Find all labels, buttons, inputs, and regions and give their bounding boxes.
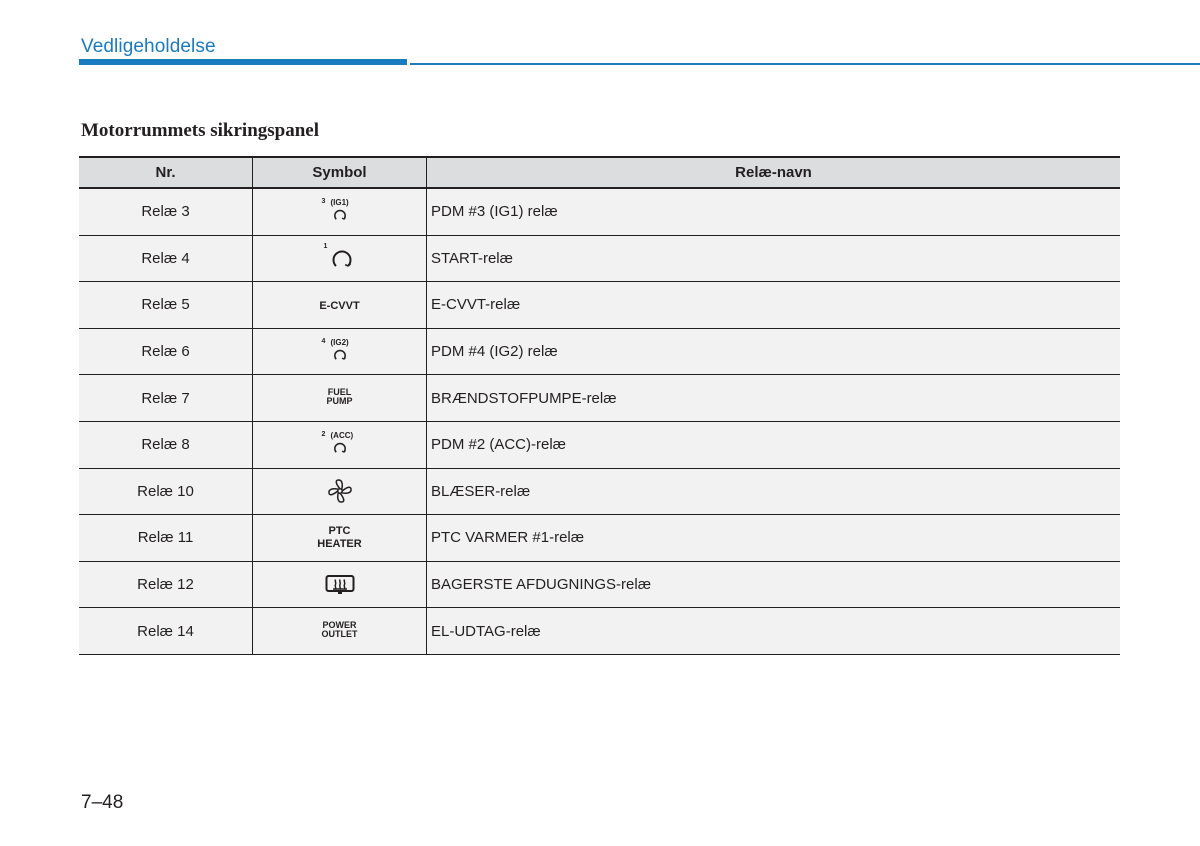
relay-name: PDM #3 (IG1) relæ xyxy=(427,188,1121,235)
relay-symbol xyxy=(253,282,427,329)
relay-symbol xyxy=(253,328,427,375)
relay-name: BLÆSER-relæ xyxy=(427,468,1121,515)
start-arrow-icon xyxy=(331,247,353,269)
relay-number: Relæ 3 xyxy=(79,188,253,235)
ignition-arrow-icon xyxy=(333,440,347,454)
rear-defrost-icon xyxy=(325,574,355,596)
relay-symbol xyxy=(253,188,427,235)
symbol-number: 4 xyxy=(321,337,326,345)
symbol-number: 1 xyxy=(323,243,328,251)
table-row xyxy=(79,468,1120,515)
table-row xyxy=(79,188,1120,235)
page-number: 7–48 xyxy=(81,792,124,813)
table-row xyxy=(79,328,1120,375)
table-row xyxy=(79,235,1120,282)
relay-name: START-relæ xyxy=(427,235,1121,282)
relay-symbol xyxy=(253,515,427,562)
relay-number: Relæ 8 xyxy=(79,421,253,468)
symbol-text xyxy=(322,621,358,639)
column-header-nr: Nr. xyxy=(79,157,253,188)
relay-symbol xyxy=(253,421,427,468)
section-title: Vedligeholdelse xyxy=(81,36,216,57)
relay-number: Relæ 6 xyxy=(79,328,253,375)
symbol-line-1: PTC xyxy=(328,524,351,537)
symbol-number: 3 xyxy=(321,197,326,205)
header-rule-thin xyxy=(410,63,1200,65)
symbol-number: 2 xyxy=(321,430,326,438)
start-symbol xyxy=(318,241,362,271)
relay-name: PDM #2 (ACC)-relæ xyxy=(427,421,1121,468)
table-row xyxy=(79,515,1120,562)
relay-name: BRÆNDSTOFPUMPE-relæ xyxy=(427,375,1121,422)
symbol-line-2: PUMP xyxy=(326,396,353,407)
relay-number: Relæ 12 xyxy=(79,561,253,608)
relay-symbol xyxy=(253,608,427,655)
column-header-relay-name: Relæ-navn xyxy=(427,157,1121,188)
relay-number: Relæ 11 xyxy=(79,515,253,562)
relay-name: PTC VARMER #1-relæ xyxy=(427,515,1121,562)
ignition-symbol xyxy=(318,429,362,457)
ignition-symbol xyxy=(318,336,362,364)
relay-symbol xyxy=(253,375,427,422)
ignition-arrow-icon xyxy=(333,347,347,361)
symbol-text xyxy=(326,388,352,406)
relay-table xyxy=(79,156,1120,655)
table-row xyxy=(79,608,1120,655)
relay-symbol xyxy=(253,235,427,282)
table-row xyxy=(79,375,1120,422)
symbol-label: (ACC) xyxy=(330,430,354,440)
relay-number: Relæ 4 xyxy=(79,235,253,282)
symbol-text: E-CVVT xyxy=(319,300,360,313)
symbol-line-1: FUEL xyxy=(327,387,352,398)
relay-number: Relæ 7 xyxy=(79,375,253,422)
table-row xyxy=(79,421,1120,468)
symbol-line-2: OUTLET xyxy=(321,629,358,640)
relay-name: E-CVVT-relæ xyxy=(427,282,1121,329)
relay-number: Relæ 14 xyxy=(79,608,253,655)
symbol-label: (IG1) xyxy=(330,197,349,207)
ignition-symbol xyxy=(318,196,362,224)
relay-symbol xyxy=(253,561,427,608)
relay-number: Relæ 10 xyxy=(79,468,253,515)
symbol-label: (IG2) xyxy=(330,337,349,347)
relay-name: BAGERSTE AFDUGNINGS-relæ xyxy=(427,561,1121,608)
relay-name: PDM #4 (IG2) relæ xyxy=(427,328,1121,375)
relay-name: EL-UDTAG-relæ xyxy=(427,608,1121,655)
symbol-line-1: POWER xyxy=(322,620,357,631)
symbol-line-2: HEATER xyxy=(317,537,362,550)
fan-icon xyxy=(326,477,354,505)
relay-number: Relæ 5 xyxy=(79,282,253,329)
header-rule-thick xyxy=(79,59,407,65)
relay-symbol xyxy=(253,468,427,515)
ignition-arrow-icon xyxy=(333,207,347,221)
column-header-symbol: Symbol xyxy=(253,157,427,188)
table-header-row xyxy=(79,157,1120,188)
table-row xyxy=(79,561,1120,608)
table-row xyxy=(79,282,1120,329)
symbol-text xyxy=(317,525,361,551)
page-heading: Motorrummets sikringspanel xyxy=(81,120,320,141)
